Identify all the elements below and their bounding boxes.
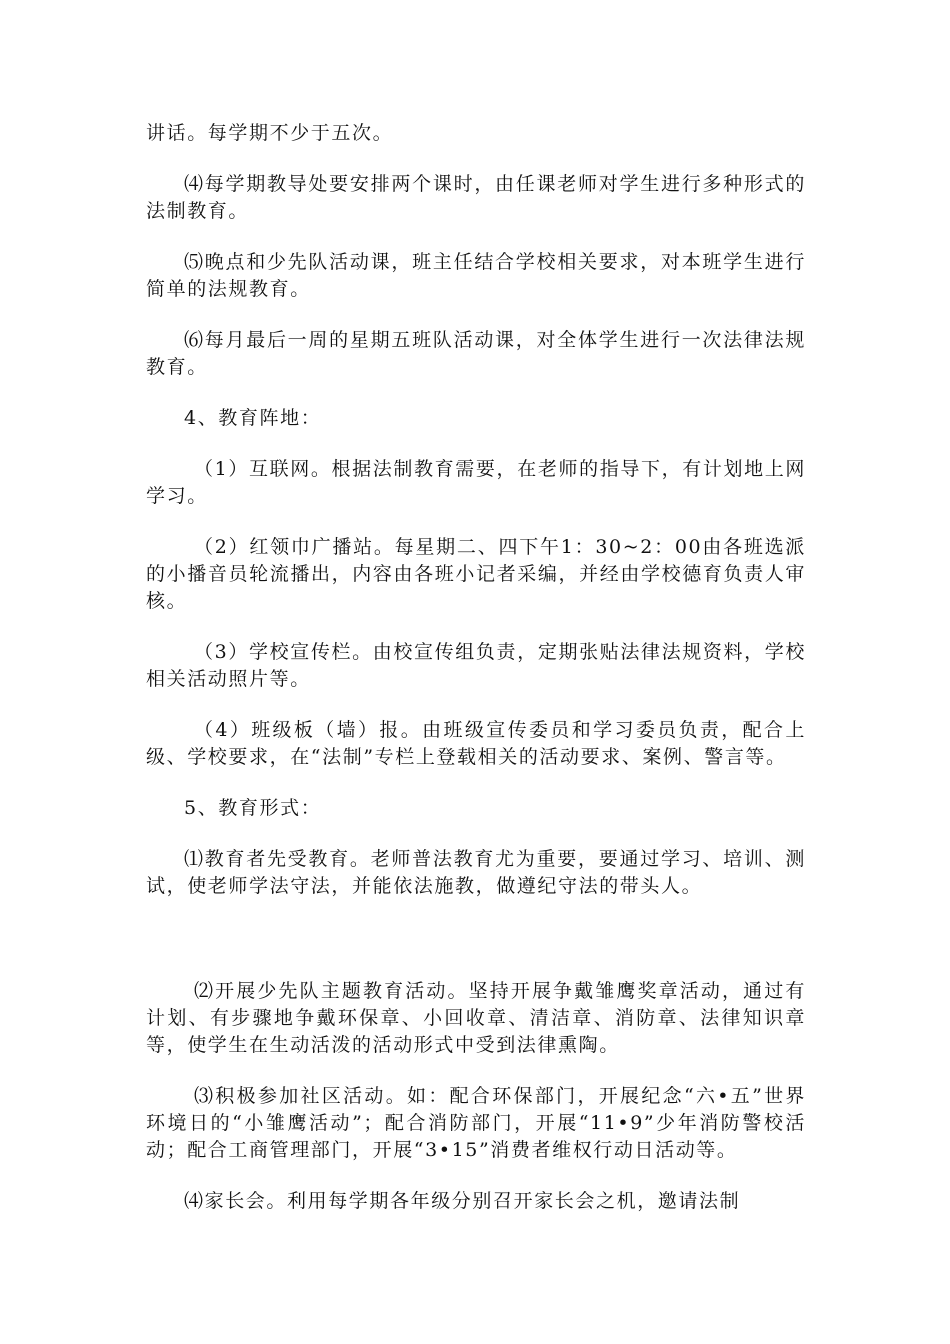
- paragraph-item-4: ⑷每学期教导处要安排两个课时，由任课老师对学生进行多种形式的法制教育。: [146, 173, 806, 222]
- document-page: [146, 120, 806, 1215]
- paragraph-educators-first: ⑴教育者先受教育。老师普法教育尤为重要，要通过学习、培训、测试，使老师学法守法，并能依法施教，做遵纪守法的带头人。: [146, 848, 806, 897]
- paragraph-class-board: （4）班级板（墙）报。由班级宣传委员和学习委员负责，配合上级、学校要求，在“法制”专栏上登载相关的活动要求、案例、警言等。: [146, 719, 806, 768]
- section-heading-education-base: 4、教育阵地：: [184, 407, 322, 429]
- paragraph-parent-meeting: ⑷家长会。利用每学期各年级分别召开家长会之机，邀请法制: [184, 1190, 741, 1212]
- paragraph-broadcast-station: （2）红领巾广播站。每星期二、四下午1：30~2：00由各班选派的小播音员轮流播出，内容由各班小记者采编，并经由学校德育负责人审核。: [146, 536, 806, 612]
- paragraph-continuation: 讲话。每学期不少于五次。: [146, 122, 394, 144]
- paragraph-community-activities: ⑶积极参加社区活动。如：配合环保部门，开展纪念“六•五”世界环境日的“小雏鹰活动”；配合消防部门，开展“11•9”少年消防警校活动；配合工商管理部门，开展“3•15”消费者维权行动日活动等。: [146, 1085, 806, 1161]
- paragraph-young-pioneers: ⑵开展少先队主题教育活动。坚持开展争戴雏鹰奖章活动，通过有计划、有步骤地争戴环保章、小回收章、清洁章、消防章、法律知识章等，使学生在生动活泼的活动形式中受到法律熏陶。: [146, 980, 806, 1056]
- section-heading-education-form: 5、教育形式：: [184, 797, 322, 819]
- paragraph-item-5: ⑸晚点和少先队活动课，班主任结合学校相关要求，对本班学生进行简单的法规教育。: [146, 251, 806, 300]
- paragraph-internet: （1）互联网。根据法制教育需要，在老师的指导下，有计划地上网学习。: [146, 458, 806, 507]
- paragraph-bulletin-board: （3）学校宣传栏。由校宣传组负责，定期张贴法律法规资料，学校相关活动照片等。: [146, 641, 806, 690]
- paragraph-item-6: ⑹每月最后一周的星期五班队活动课，对全体学生进行一次法律法规教育。: [146, 329, 806, 378]
